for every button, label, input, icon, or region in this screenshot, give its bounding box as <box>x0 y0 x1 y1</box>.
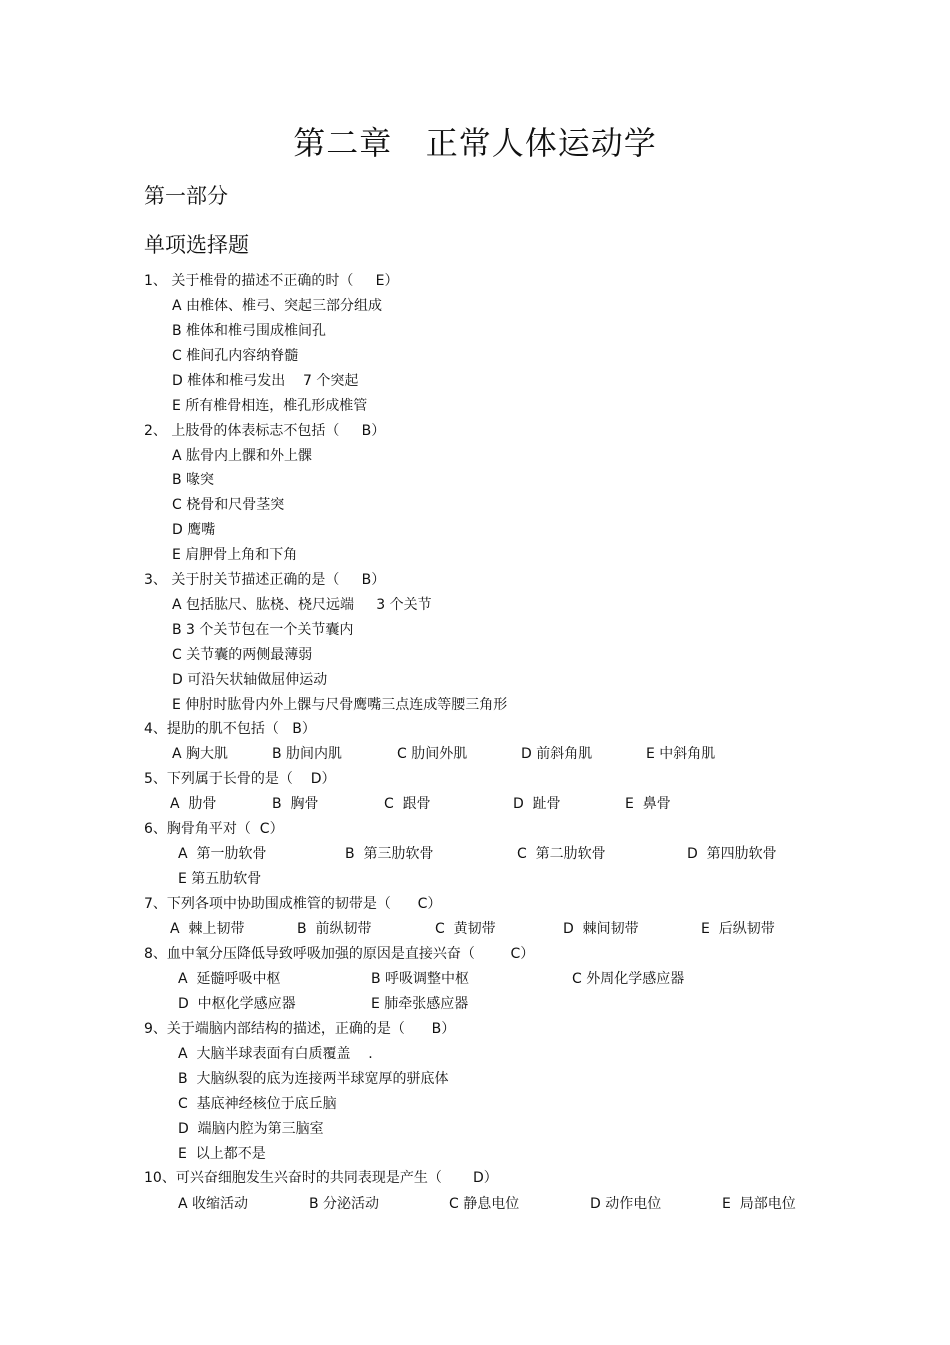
option: D 中枢化学感应器 <box>178 996 296 1012</box>
option: D 端脑内腔为第三脑室 <box>178 1121 324 1137</box>
option: B 分泌活动 <box>309 1196 380 1212</box>
option: B 3 个关节包在一个关节囊内 <box>172 622 354 638</box>
option: E 伸肘时肱骨内外上髁与尺骨鹰嘴三点连成等腰三角形 <box>172 697 508 713</box>
option: A 大脑半球表面有白质覆盖 . <box>178 1046 373 1062</box>
option: D 椎体和椎弓发出 7 个突起 <box>172 373 359 389</box>
question-stem: 5、下列属于长骨的是（ D） <box>144 771 336 787</box>
option: A 包括肱尺、肱桡、桡尺远端 3 个关节 <box>172 597 432 613</box>
option: A 肋骨 <box>170 796 217 812</box>
option: C 椎间孔内容纳脊髓 <box>172 348 299 364</box>
option: D 趾骨 <box>513 796 561 812</box>
chapter-title: 第二章 正常人体运动学 <box>293 124 657 162</box>
option: A 棘上韧带 <box>170 921 245 937</box>
option: C 桡骨和尺骨茎突 <box>172 497 285 513</box>
option: B 大脑纵裂的底为连接两半球宽厚的骈底体 <box>178 1071 449 1087</box>
option: A 肱骨内上髁和外上髁 <box>172 448 313 464</box>
option: B 呼吸调整中枢 <box>371 971 470 987</box>
option: D 前斜角肌 <box>521 746 593 762</box>
option: C 关节囊的两侧最薄弱 <box>172 647 313 663</box>
question-stem: 2、 上肢骨的体表标志不包括（ B） <box>144 423 386 439</box>
question-stem: 4、提肋的肌不包括（ B） <box>144 721 316 737</box>
option: A 收缩活动 <box>178 1196 249 1212</box>
option: B 前纵韧带 <box>297 921 372 937</box>
question-stem: 10、可兴奋细胞发生兴奋时的共同表现是产生（ D） <box>144 1170 498 1186</box>
option: E 所有椎骨相连，椎孔形成椎管 <box>172 398 368 414</box>
question-stem: 8、血中氧分压降低导致呼吸加强的原因是直接兴奋（ C） <box>144 946 535 962</box>
option: C 外周化学感应器 <box>572 971 685 987</box>
question-stem: 1、 关于椎骨的描述不正确的时（ E） <box>144 273 399 289</box>
option: B 第三肋软骨 <box>345 846 434 862</box>
option: E 第五肋软骨 <box>178 871 262 887</box>
option: E 以上都不是 <box>178 1146 266 1162</box>
option: C 静息电位 <box>449 1196 520 1212</box>
option: E 鼻骨 <box>625 796 671 812</box>
option: E 肩胛骨上角和下角 <box>172 547 298 563</box>
question-stem: 7、下列各项中协助围成椎管的韧带是（ C） <box>144 896 442 912</box>
option: D 鹰嘴 <box>172 522 216 538</box>
part-heading: 第一部分 <box>144 184 228 208</box>
option: E 肺牵张感应器 <box>371 996 469 1012</box>
option: A 胸大肌 <box>172 746 229 762</box>
question-stem: 9、关于端脑内部结构的描述，正确的是（ B） <box>144 1021 456 1037</box>
option: D 动作电位 <box>590 1196 662 1212</box>
option: C 基底神经核位于底丘脑 <box>178 1096 337 1112</box>
option: D 第四肋软骨 <box>687 846 777 862</box>
option: B 肋间内肌 <box>272 746 343 762</box>
option: E 中斜角肌 <box>646 746 716 762</box>
option: D 棘间韧带 <box>563 921 639 937</box>
option: E 后纵韧带 <box>701 921 775 937</box>
option: C 第二肋软骨 <box>517 846 606 862</box>
option: B 胸骨 <box>272 796 319 812</box>
section-heading: 单项选择题 <box>144 233 249 257</box>
option: A 延髓呼吸中枢 <box>178 971 281 987</box>
option: C 黄韧带 <box>435 921 496 937</box>
option: B 椎体和椎弓围成椎间孔 <box>172 323 327 339</box>
option: B 喙突 <box>172 472 215 488</box>
option: E 局部电位 <box>722 1196 796 1212</box>
question-stem: 3、 关于肘关节描述正确的是（ B） <box>144 572 386 588</box>
option: D 可沿矢状轴做屈伸运动 <box>172 672 328 688</box>
question-stem: 6、胸骨角平对（ C） <box>144 821 284 837</box>
option: C 跟骨 <box>384 796 431 812</box>
option: A 由椎体、椎弓、突起三部分组成 <box>172 298 383 314</box>
option: A 第一肋软骨 <box>178 846 267 862</box>
option: C 肋间外肌 <box>397 746 468 762</box>
